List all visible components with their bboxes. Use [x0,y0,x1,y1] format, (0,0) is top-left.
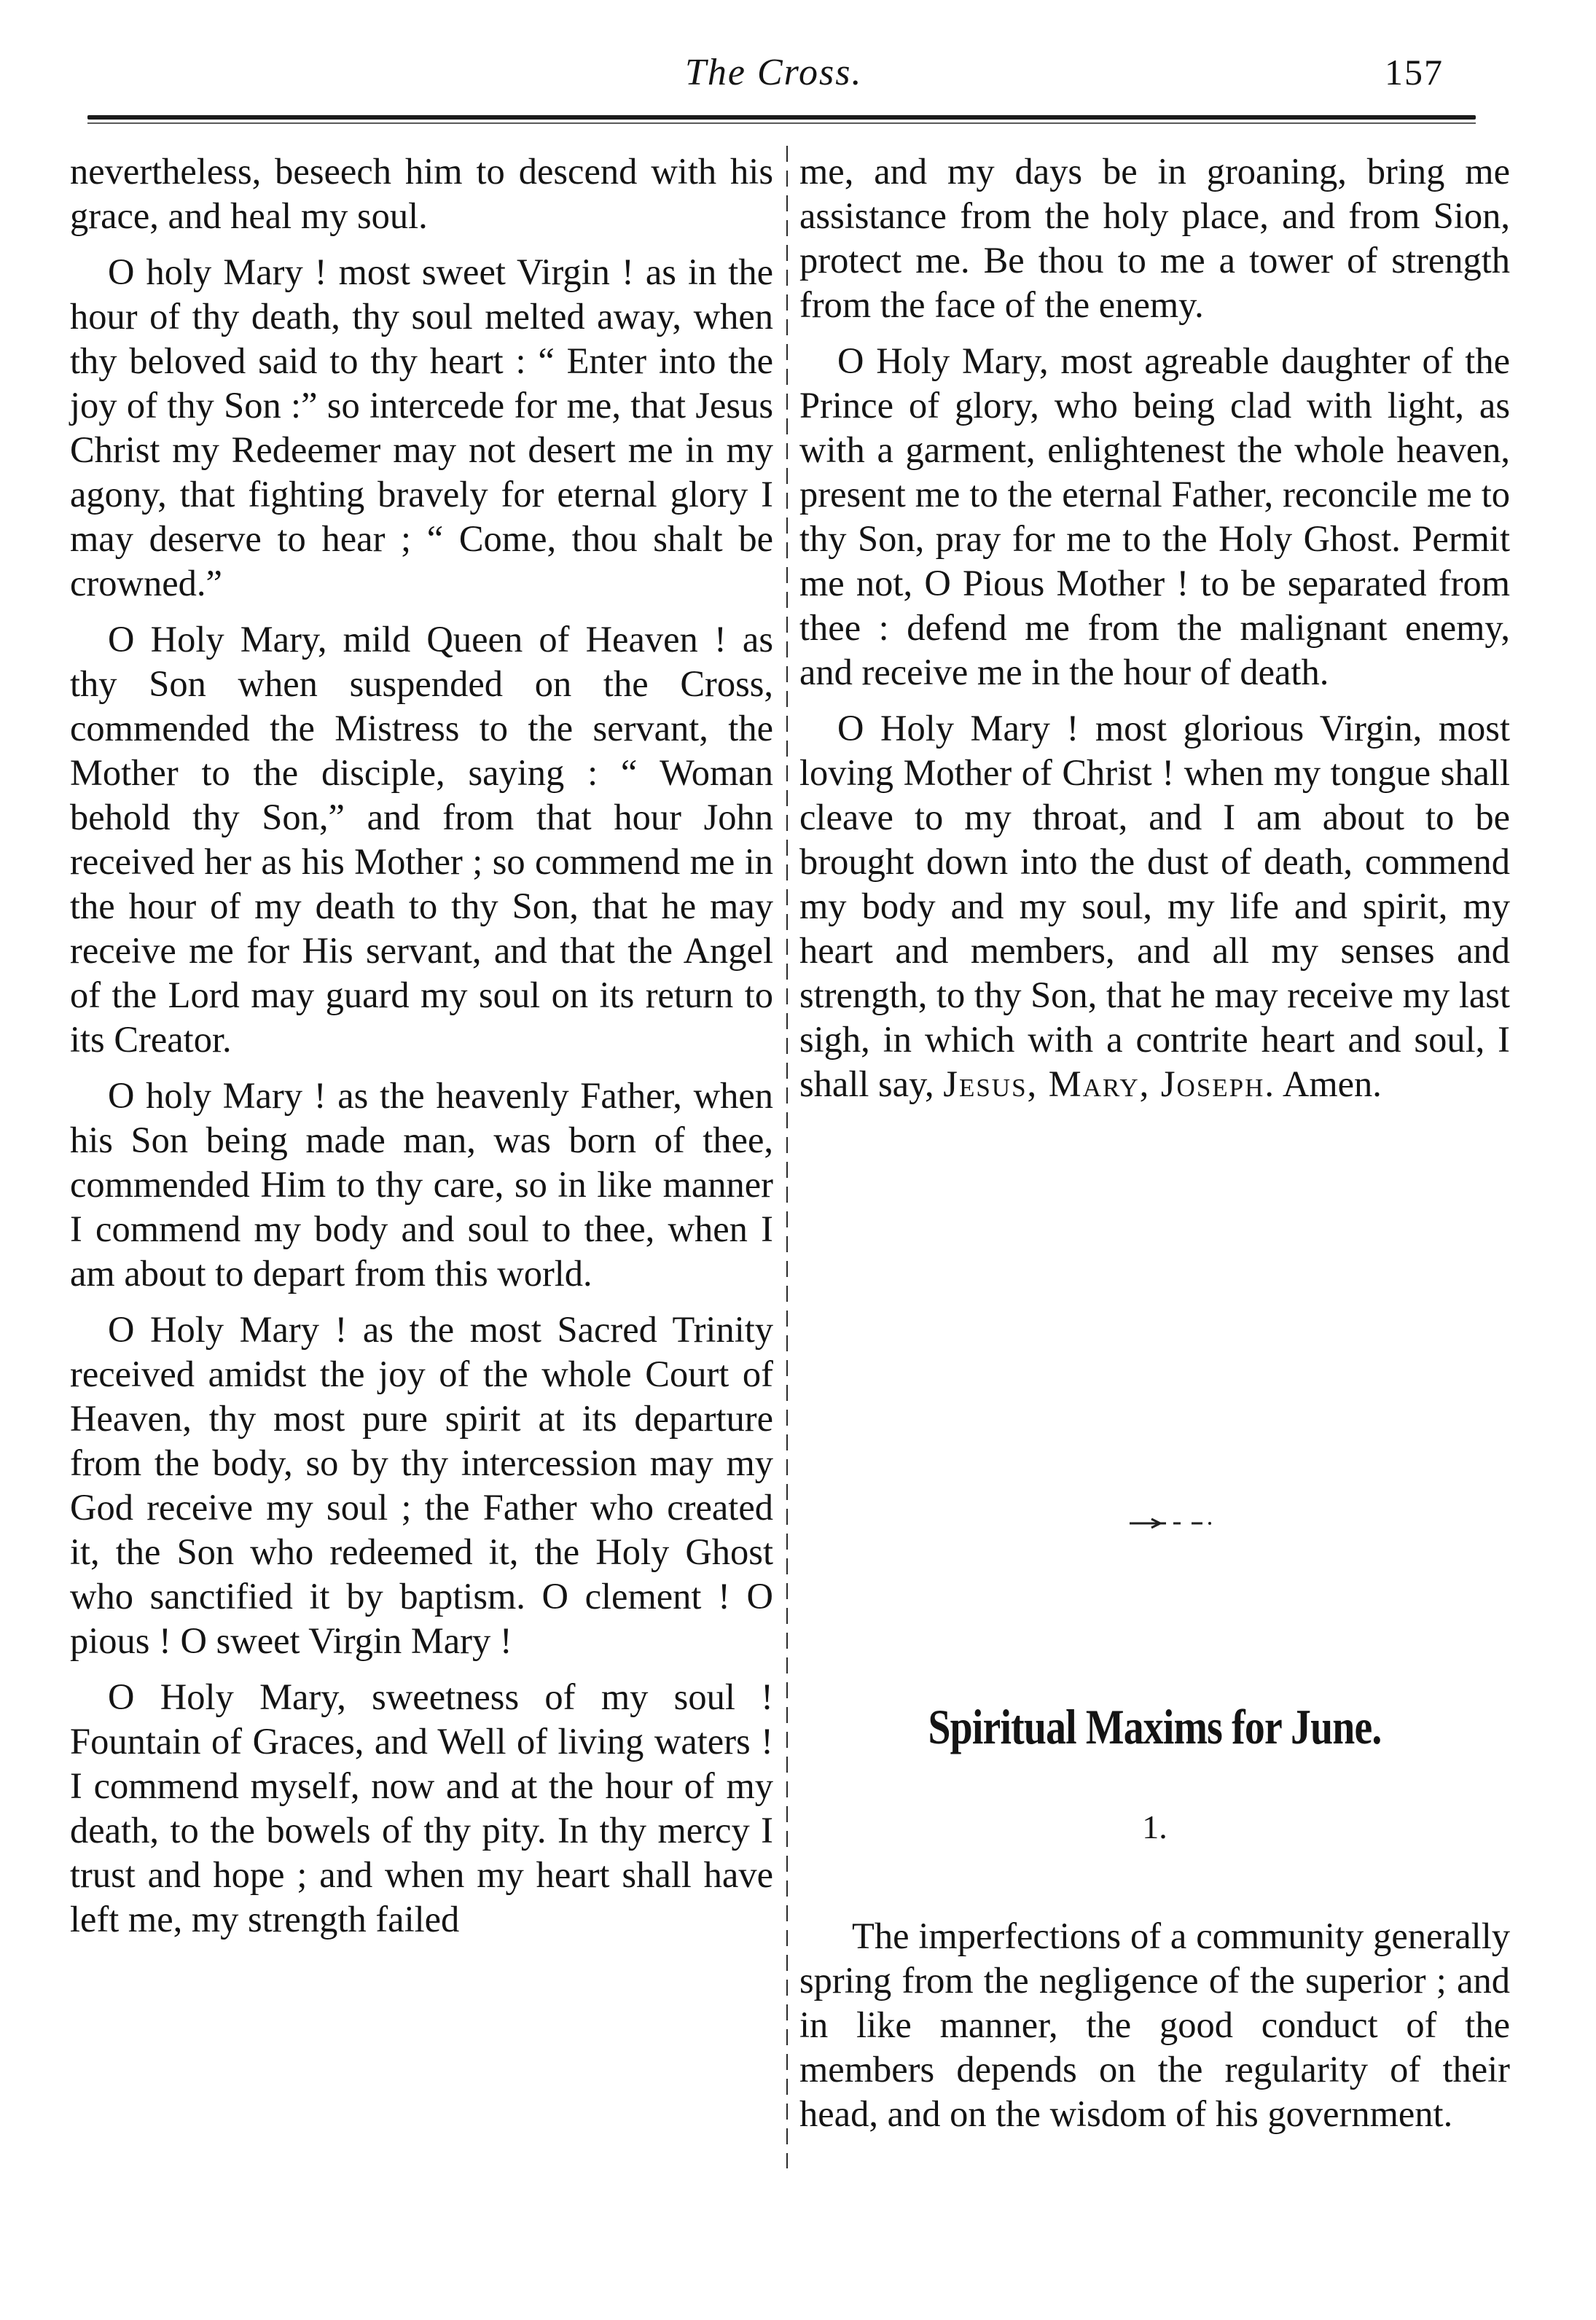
left-paragraph-2: O holy Mary ! most sweet Virgin ! as in the hour of thy death, thy soul melted away, when thy beloved said to thy heart : “ Enter into the joy of thy Son :” so intercede for me, that Jesus Christ my Redeemer may not desert me in my agony, that fighting bravely for eternal glory I may deserve to hear ; “ Come, thou shalt be crowned.” [70,251,773,604]
left-column [70,149,773,1942]
column-divider [786,146,788,2168]
left-paragraph-3: O Holy Mary, mild Queen of Heaven ! as thy Son when suspended on the Cross, commended the Mistress to the servant, the Mother to the disciple, saying : “ Woman behold thy Son,” and from that hour John received her as his Mother ; so commend me in the hour of my death to thy Son, that he may receive me for His servant, and that the Angel of the Lord may guard my soul on its return to its Creator. [70,619,773,1060]
header-rule [87,115,1476,120]
amen-text: Amen. [1282,1063,1382,1104]
left-paragraph-6: O Holy Mary, sweetness of my soul ! Fountain of Graces, and Well of living waters ! I commend myself, now and at the hour of my death, to the bowels of thy pity. In thy mercy I trust and hope ; and when my heart shall have left me, my strength failed [70,1676,773,1940]
maxim-text: The imperfections of a community generally spring from the negligence of the superior ; and in like manner, the good conduct of the members depends on the regularity of their head, and on the wisdom of his government. [799,1915,1510,2134]
left-paragraph-5: O Holy Mary ! as the most Sacred Trinity received amidst the joy of the whole Court of Heaven, thy most pure spirit at its departure from the body, so by thy intercession may my God receive my soul ; the Father who created it, the Son who redeemed it, the Holy Ghost who sanctified it by baptism. O clement ! O pious ! O sweet Virgin Mary ! [70,1309,773,1661]
running-head [0,51,1596,109]
right-paragraph-3-text: O Holy Mary ! most glorious Virgin, most loving Mother of Christ ! when my tongue shall cleave to my throat, and I am about to be brought down into the dust of death, commend my body and my soul, my life and spirit, my heart and members, and all my senses and strength, to thy Son, that he may receive my last sigh, in which with a contrite heart and soul, I shall say, [799,708,1510,1104]
header-rule-thin [87,122,1476,124]
right-paragraph-1: me, and my days be in groaning, bring me assistance from the holy place, and from Sion, protect me. Be thou to me a tower of strength from the face of the enemy. [799,151,1510,325]
maxim-number: 1. [1142,1808,1167,1846]
holy-family-names: Jesus, Mary, Joseph. [943,1063,1276,1104]
running-title: The Cross. [685,52,863,93]
right-column [799,149,1510,1106]
section-ornament [1122,1509,1232,1538]
left-paragraph-4: O holy Mary ! as the heavenly Father, when his Son being made man, was born of thee, commended Him to thy care, so in like manner I commend my body and soul to thee, when I am about to depart from this world. [70,1075,773,1294]
left-paragraph-1: nevertheless, beseech him to descend with his grace, and heal my soul. [70,151,773,236]
right-paragraph-2: O Holy Mary, most agreable daughter of the Prince of glory, who being clad with light, as with a garment, enlightenest the whole heaven, present me to the eternal Father, reconcile me to thy Son, pray for me to the Holy Ghost. Permit me not, O Pious Mother ! to be separated from thee : defend me from the malignant enemy, and receive me in the hour of death. [799,340,1510,692]
right-paragraph-3 [799,706,1510,1106]
section-title: Spiritual Maxims for June. [928,1699,1382,1754]
page-number: 157 [1385,52,1444,93]
